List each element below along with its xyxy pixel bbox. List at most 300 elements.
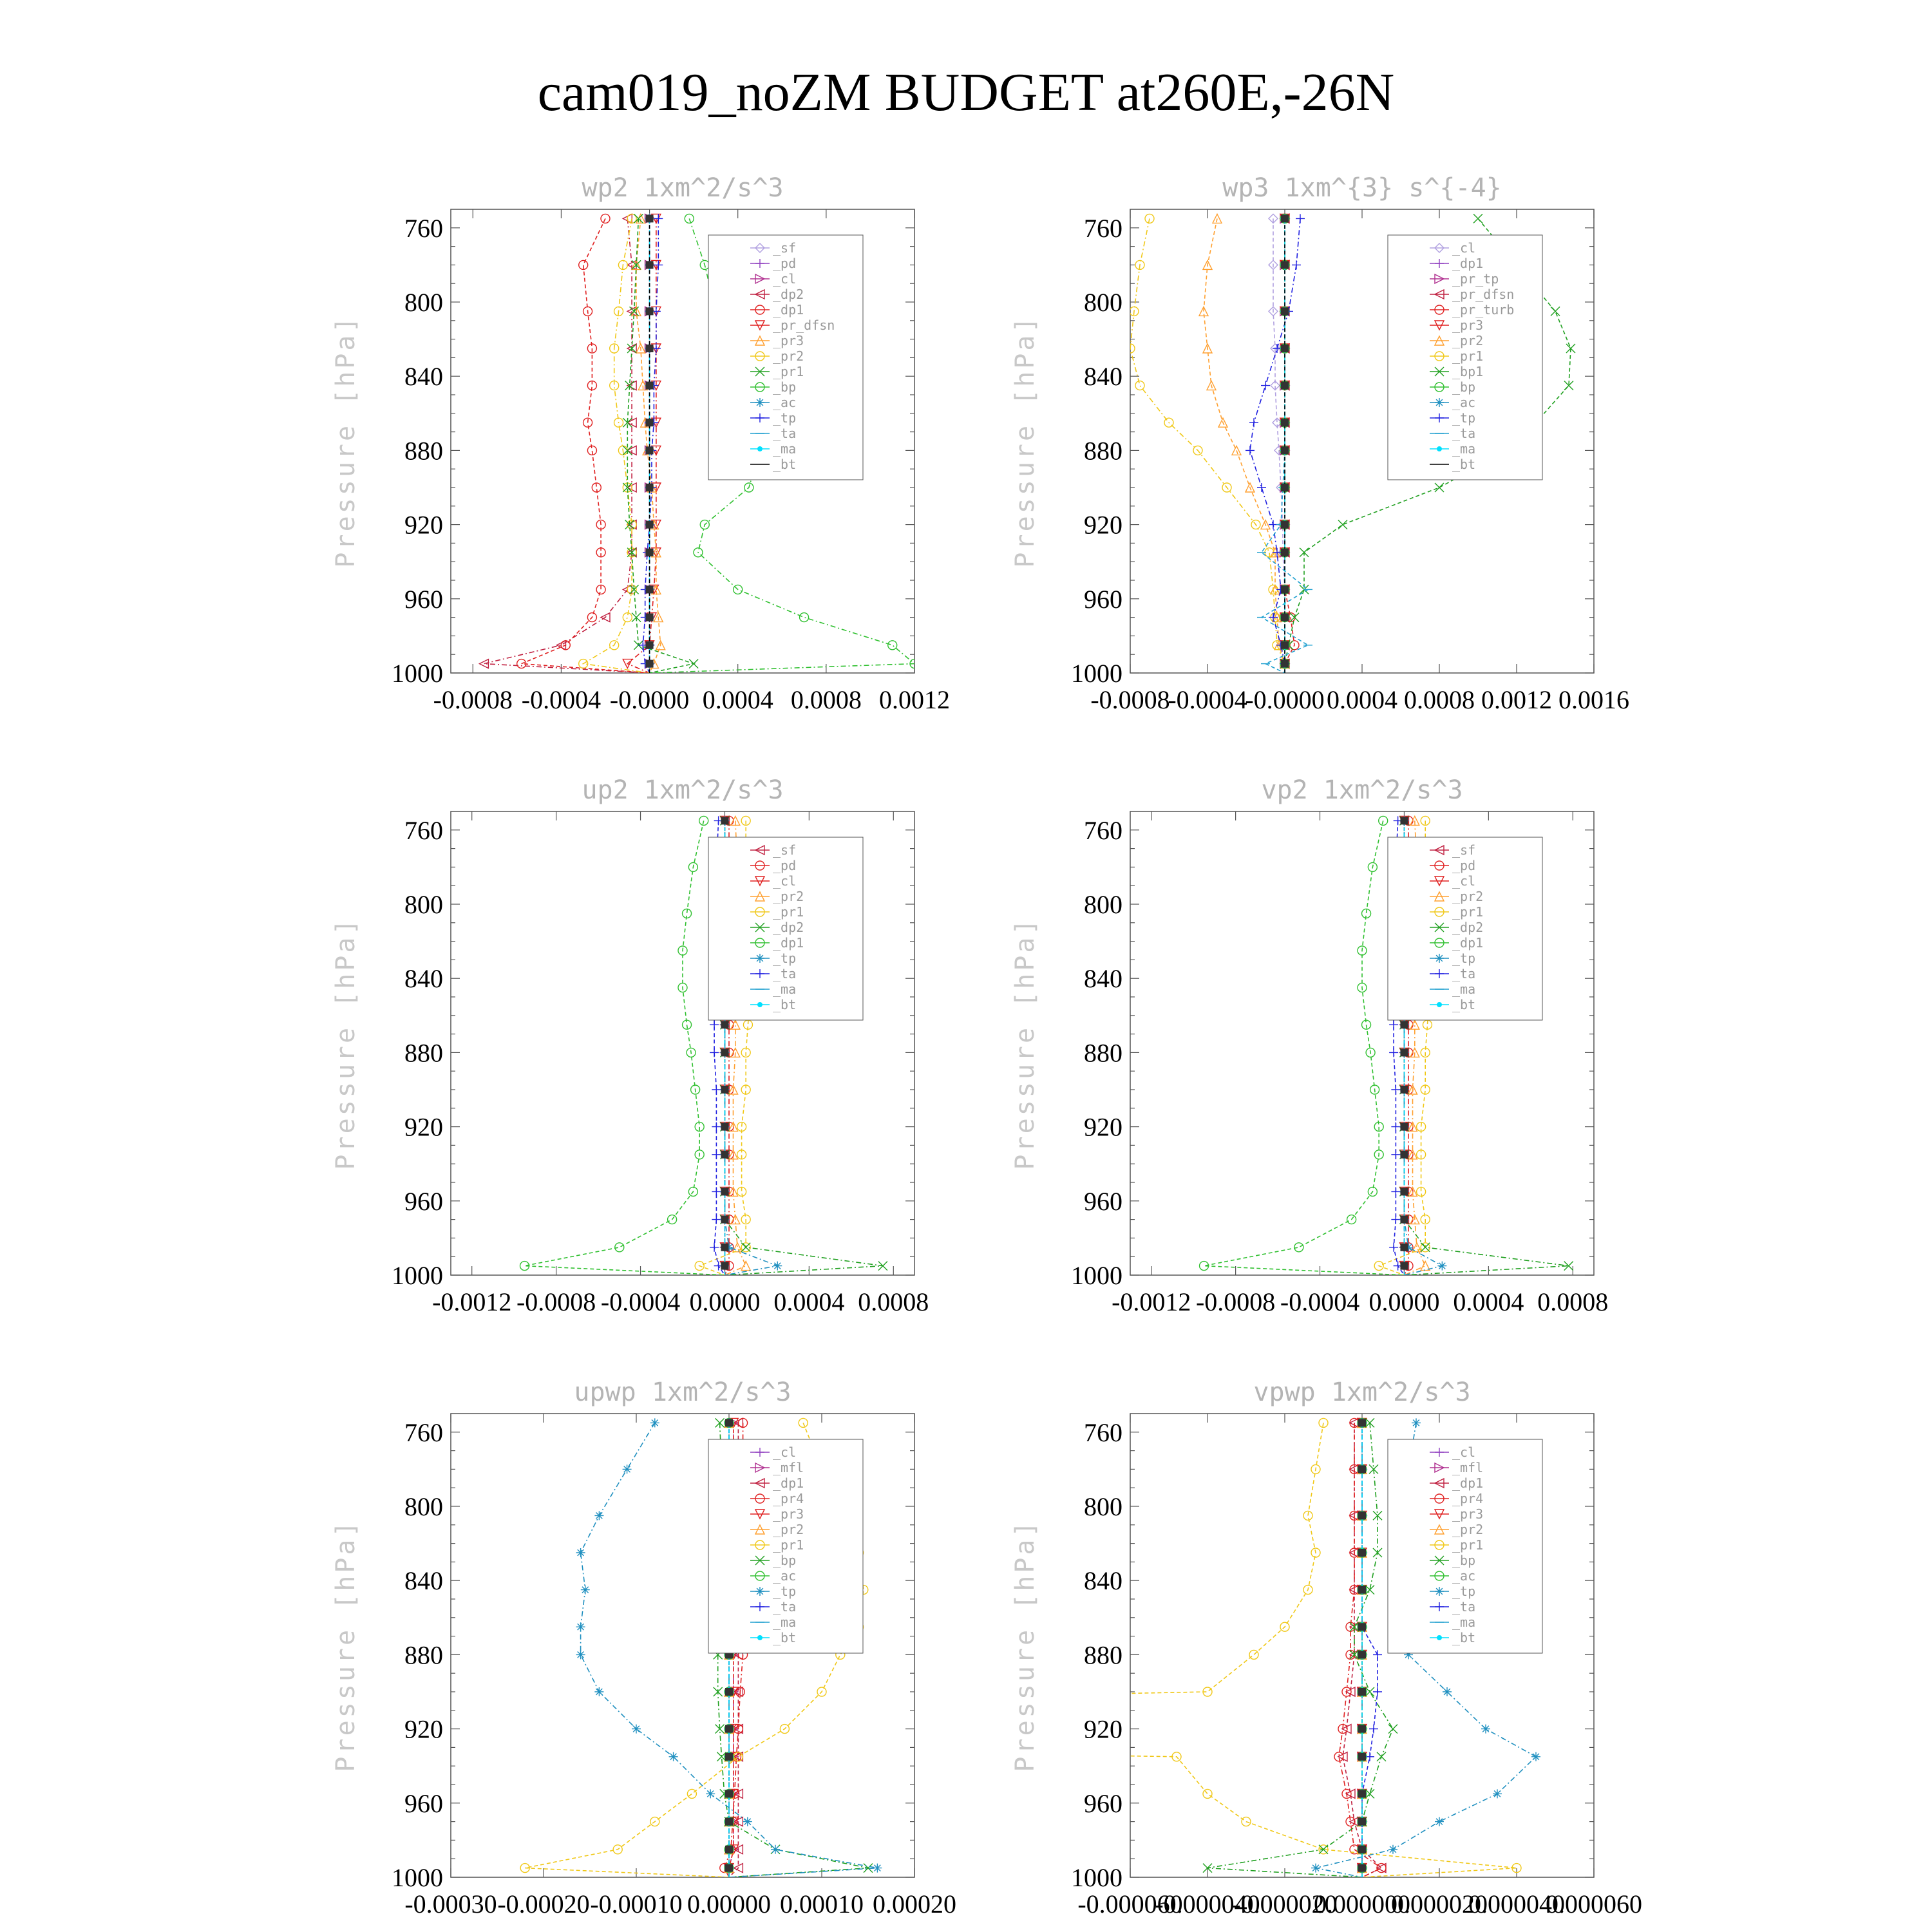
legend-label: _cl <box>1452 873 1476 889</box>
x-tick-label: -0.00030 <box>404 1889 497 1918</box>
data-point <box>1373 1687 1382 1696</box>
data-point <box>601 214 610 223</box>
data-point <box>712 1215 721 1224</box>
legend-label: _pr1 <box>1452 1537 1484 1553</box>
y-tick-label: 840 <box>1084 1566 1122 1596</box>
series-line <box>1130 218 1285 673</box>
legend <box>1388 1439 1542 1653</box>
data-point <box>721 1048 728 1056</box>
data-point <box>1481 1725 1490 1734</box>
x-tick-label: -0.000040 <box>1155 1889 1260 1918</box>
legend-label: _ma <box>773 1615 797 1630</box>
data-point <box>725 1419 733 1426</box>
data-point <box>1369 1725 1378 1734</box>
y-tick-label: 960 <box>404 1788 443 1818</box>
legend-label: _sf <box>1452 842 1476 858</box>
x-tick-label: 0.0004 <box>1327 685 1397 714</box>
x-tick-label: 0.000020 <box>1391 1889 1488 1918</box>
data-point <box>646 585 654 593</box>
y-tick-label: 920 <box>404 1112 443 1142</box>
data-point <box>581 1586 590 1595</box>
y-tick-label: 1000 <box>1071 1863 1122 1892</box>
legend <box>708 1439 863 1653</box>
legend-label: _dp1 <box>773 935 804 951</box>
data-point <box>725 1818 733 1826</box>
data-point <box>646 614 654 621</box>
data-point <box>710 1020 719 1029</box>
y-tick-label: 960 <box>1084 1186 1122 1216</box>
data-point <box>1400 1123 1408 1131</box>
data-point <box>1319 1418 1328 1427</box>
data-point <box>1249 418 1258 427</box>
legend-label: _pr3 <box>773 333 804 348</box>
legend-label: _pd <box>773 858 797 873</box>
data-point <box>1388 1845 1397 1854</box>
y-tick-label: 920 <box>404 510 443 540</box>
legend-label: _bt <box>773 997 797 1012</box>
data-point <box>1281 614 1289 621</box>
data-point <box>1281 307 1289 315</box>
data-point <box>1249 1650 1258 1659</box>
data-point <box>1358 1688 1366 1696</box>
data-point <box>1377 1752 1386 1761</box>
data-point <box>646 419 654 426</box>
legend-label: _ac <box>773 1568 797 1584</box>
legend-marker <box>1435 398 1444 407</box>
data-point <box>646 345 654 352</box>
data-point <box>1281 214 1289 222</box>
legend-label: _mfl <box>1452 1460 1484 1475</box>
y-tick-label: 760 <box>404 1417 443 1447</box>
data-point <box>1391 1187 1400 1196</box>
data-point <box>1311 1864 1320 1873</box>
data-point <box>1400 1216 1408 1224</box>
data-point <box>1358 1864 1366 1872</box>
x-tick-label: 0.0000 <box>689 1287 761 1316</box>
data-point <box>710 1048 719 1057</box>
y-tick-label: 800 <box>1084 288 1122 317</box>
data-point <box>650 1418 659 1427</box>
legend-marker <box>757 1002 762 1007</box>
x-tick-label: -0.0012 <box>432 1287 512 1316</box>
data-point <box>721 1086 728 1094</box>
legend-label: _tp <box>773 1584 797 1599</box>
legend-label: _ac <box>773 395 797 410</box>
data-point <box>699 816 708 825</box>
legend-label: _cl <box>1452 240 1476 256</box>
x-tick-label: 0.00010 <box>780 1889 864 1918</box>
legend-label: _cl <box>1452 1444 1476 1460</box>
x-tick-label: 0.000040 <box>1468 1889 1565 1918</box>
panel-title: upwp 1xm^2/s^3 <box>574 1378 791 1407</box>
legend-label: _pr_tp <box>1452 271 1499 287</box>
legend-label: _pr2 <box>1452 1522 1484 1537</box>
legend-label: _ac <box>1452 395 1476 410</box>
data-point <box>1365 1752 1374 1761</box>
data-point <box>1358 1725 1366 1733</box>
legend-label: _ta <box>1452 966 1476 981</box>
data-point <box>725 1864 733 1872</box>
data-point <box>1281 382 1289 390</box>
data-point <box>1292 260 1301 269</box>
y-tick-label: 880 <box>404 1640 443 1670</box>
y-tick-label: 880 <box>1084 1038 1122 1068</box>
legend-label: _tp <box>773 410 797 426</box>
panel-title: up2 1xm^2/s^3 <box>582 775 784 805</box>
legend-marker <box>755 1587 764 1596</box>
data-point <box>576 1622 585 1631</box>
data-point <box>615 1243 624 1252</box>
data-point <box>1412 1418 1421 1427</box>
y-tick-label: 1000 <box>392 1863 443 1892</box>
data-point <box>725 1790 733 1797</box>
y-tick-label: 960 <box>1084 1788 1122 1818</box>
data-point <box>741 1262 750 1271</box>
legend-marker <box>757 446 762 451</box>
legend-label: _bt <box>1452 997 1476 1012</box>
data-point <box>1358 1549 1366 1557</box>
legend-label: _tp <box>1452 410 1476 426</box>
x-tick-label: 0.0012 <box>879 685 950 714</box>
legend-marker <box>1435 954 1444 963</box>
legend-label: _ta <box>773 1599 797 1615</box>
data-point <box>646 641 654 649</box>
y-tick-label: 760 <box>404 815 443 845</box>
data-point <box>1281 585 1289 593</box>
chart-panel-vpwp <box>1010 1368 1716 1932</box>
data-point <box>1213 214 1222 223</box>
y-axis-label: Pressure [hPa] <box>331 1519 361 1772</box>
data-point <box>888 641 897 650</box>
x-tick-label: -0.0012 <box>1112 1287 1191 1316</box>
legend-label: _ta <box>773 966 797 981</box>
y-tick-label: 880 <box>404 436 443 466</box>
y-tick-label: 920 <box>1084 1112 1122 1142</box>
legend-label: _ac <box>1452 1568 1476 1584</box>
data-point <box>1338 520 1347 529</box>
legend-label: _cl <box>773 1444 797 1460</box>
data-point <box>721 817 728 824</box>
series-line <box>525 820 725 1275</box>
data-point <box>1281 261 1289 269</box>
data-point <box>1437 1262 1446 1271</box>
x-tick-label: -0.0008 <box>433 685 513 714</box>
data-point <box>721 1216 728 1224</box>
legend-label: _dp2 <box>773 287 804 302</box>
data-point <box>646 484 654 491</box>
legend-label: _cl <box>773 271 797 287</box>
data-point <box>646 549 654 556</box>
x-tick-label: 0.00020 <box>873 1889 956 1918</box>
x-tick-label: -0.0004 <box>1168 685 1247 714</box>
y-tick-label: 880 <box>404 1038 443 1068</box>
figure-title: cam019_noZM BUDGET at260E,-26N <box>537 62 1395 122</box>
y-tick-label: 800 <box>1084 1492 1122 1521</box>
data-point <box>1358 1511 1366 1519</box>
legend-label: _pr3 <box>1452 1506 1484 1522</box>
data-point <box>799 1418 808 1427</box>
data-point <box>1389 1020 1398 1029</box>
data-point <box>1400 1048 1408 1056</box>
x-tick-label: -0.000020 <box>1232 1889 1338 1918</box>
data-point <box>1400 1244 1408 1251</box>
data-point <box>1281 660 1289 668</box>
data-point <box>725 1725 733 1733</box>
data-point <box>1379 816 1388 825</box>
legend-label: _ta <box>1452 426 1476 441</box>
panel-title: vp2 1xm^2/s^3 <box>1261 775 1463 805</box>
legend-label: _pr1 <box>773 904 804 920</box>
data-point <box>1373 1650 1382 1659</box>
data-point <box>1358 1651 1366 1658</box>
series-line <box>522 218 650 673</box>
legend-label: _dp1 <box>1452 935 1484 951</box>
data-point <box>1257 483 1266 492</box>
y-axis-label: Pressure [hPa] <box>1010 916 1040 1170</box>
y-tick-label: 920 <box>404 1714 443 1744</box>
legend-label: _cl <box>773 873 797 889</box>
y-axis-label: Pressure [hPa] <box>331 314 361 568</box>
y-tick-label: 760 <box>1084 213 1122 243</box>
data-point <box>1551 307 1560 316</box>
x-tick-label: 0.0008 <box>858 1287 929 1316</box>
x-tick-label: 0.00000 <box>687 1889 771 1918</box>
legend-label: _pr_turb <box>1452 302 1515 317</box>
legend-label: _pr2 <box>773 348 804 364</box>
legend-label: _pr2 <box>1452 889 1484 904</box>
x-tick-label: -0.0004 <box>1280 1287 1360 1316</box>
data-point <box>1373 1548 1382 1557</box>
data-point <box>1358 1419 1366 1426</box>
data-point <box>1473 214 1482 223</box>
x-tick-label: 0.0004 <box>702 685 773 714</box>
data-point <box>1358 1790 1366 1797</box>
data-point <box>1400 1188 1408 1195</box>
data-point <box>771 1845 780 1854</box>
legend-label: _dp1 <box>773 1475 804 1491</box>
x-tick-label: 0.0004 <box>773 1287 845 1316</box>
data-point <box>1435 483 1444 492</box>
legend-label: _bp1 <box>1452 364 1484 379</box>
data-point <box>1391 1122 1400 1132</box>
y-axis-label: Pressure [hPa] <box>331 916 361 1170</box>
data-point <box>1400 1151 1408 1159</box>
x-tick-label: -0.0004 <box>521 685 601 714</box>
data-point <box>725 1846 733 1853</box>
data-point <box>594 1511 603 1520</box>
data-point <box>1531 1752 1540 1761</box>
legend-label: _pr2 <box>773 889 804 904</box>
data-point <box>1281 484 1289 491</box>
data-point <box>1400 1086 1408 1094</box>
y-tick-label: 920 <box>1084 510 1122 540</box>
legend-label: _ma <box>1452 441 1476 457</box>
data-point <box>1400 1262 1408 1270</box>
legend-label: _dp2 <box>773 920 804 935</box>
data-point <box>1391 1215 1400 1224</box>
legend-label: _bp <box>773 379 797 395</box>
legend <box>708 837 863 1020</box>
data-point <box>1389 1243 1398 1252</box>
series-line <box>1204 820 1405 1275</box>
data-point <box>873 1864 882 1873</box>
y-tick-label: 760 <box>1084 815 1122 845</box>
legend-label: _pr_dfsn <box>1452 287 1515 302</box>
y-tick-label: 960 <box>1084 584 1122 614</box>
data-point <box>721 1021 728 1028</box>
legend-label: _pr3 <box>1452 317 1484 333</box>
data-point <box>1391 1085 1400 1094</box>
y-tick-label: 840 <box>404 1566 443 1596</box>
chart-panel-upwp <box>331 1368 1037 1932</box>
legend-label: _pr_dfsn <box>773 317 835 333</box>
y-tick-label: 760 <box>1084 1417 1122 1447</box>
data-point <box>1358 1465 1366 1473</box>
chart-panel-wp3 <box>1010 164 1716 734</box>
legend-label: _pr4 <box>773 1491 804 1506</box>
legend-label: _ma <box>1452 1615 1476 1630</box>
x-tick-label: -0.0008 <box>516 1287 596 1316</box>
legend-label: _pd <box>773 256 797 271</box>
legend-label: _bt <box>1452 1630 1476 1645</box>
legend-marker <box>1437 1635 1442 1640</box>
data-point <box>646 307 654 315</box>
y-tick-label: 800 <box>404 288 443 317</box>
data-point <box>576 1650 585 1659</box>
data-point <box>1388 1725 1397 1734</box>
legend-label: _ta <box>773 426 797 441</box>
x-tick-label: -0.0008 <box>1090 685 1170 714</box>
x-tick-label: -0.00010 <box>590 1889 683 1918</box>
data-point <box>733 1243 742 1252</box>
data-point <box>1377 1864 1386 1873</box>
y-axis-label: Pressure [hPa] <box>1010 1519 1040 1772</box>
data-point <box>1281 641 1289 649</box>
y-tick-label: 1000 <box>1071 659 1122 688</box>
data-point <box>646 261 654 269</box>
legend-label: _dp2 <box>1452 920 1484 935</box>
x-tick-label: 0.000000 <box>1314 1889 1410 1918</box>
data-point <box>646 446 654 454</box>
panel-title: wp3 1xm^{3} s^{-4} <box>1222 173 1502 203</box>
data-point <box>576 1548 585 1557</box>
x-tick-label: 0.0004 <box>1453 1287 1524 1316</box>
data-point <box>1294 1243 1303 1252</box>
data-point <box>685 214 694 223</box>
data-point <box>1281 521 1289 529</box>
legend-label: _bp <box>1452 1553 1476 1568</box>
data-point <box>1245 446 1255 455</box>
legend-label: _bp <box>773 1553 797 1568</box>
legend-label: _pr1 <box>1452 904 1484 920</box>
chart-panel-vp2 <box>1010 766 1716 1336</box>
data-point <box>1281 549 1289 556</box>
x-tick-label: -0.0004 <box>600 1287 681 1316</box>
legend-label: _ma <box>773 981 797 997</box>
data-point <box>1203 1789 1212 1798</box>
panel-title: wp2 1xm^2/s^3 <box>582 173 784 203</box>
data-point <box>712 1187 721 1196</box>
x-tick-label: 0.000060 <box>1546 1889 1642 1918</box>
data-point <box>1493 1789 1502 1798</box>
legend-label: _pr1 <box>1452 348 1484 364</box>
data-point <box>1281 419 1289 426</box>
data-point <box>1281 446 1289 454</box>
legend-label: _sf <box>773 240 797 256</box>
legend-label: _pr2 <box>773 1522 804 1537</box>
x-tick-label: 0.0012 <box>1481 685 1552 714</box>
y-tick-label: 760 <box>404 213 443 243</box>
data-point <box>773 1262 782 1271</box>
data-point <box>1232 446 1241 455</box>
data-point <box>669 1752 678 1761</box>
legend-label: _sf <box>773 842 797 858</box>
data-point <box>1358 1623 1366 1631</box>
data-point <box>1300 548 1309 557</box>
legend-label: _pr4 <box>1452 1491 1484 1506</box>
data-point <box>1358 1753 1366 1761</box>
legend-label: _bt <box>773 457 797 472</box>
data-point <box>712 1122 721 1132</box>
data-point <box>1269 520 1278 529</box>
legend-label: _pr1 <box>773 364 804 379</box>
y-tick-label: 960 <box>404 584 443 614</box>
legend-marker <box>1437 446 1442 451</box>
data-point <box>712 1085 721 1094</box>
legend-label: _pr2 <box>1452 333 1484 348</box>
data-point <box>1400 1021 1408 1028</box>
x-tick-label: -0.0000 <box>1245 685 1325 714</box>
y-tick-label: 920 <box>1084 1714 1122 1744</box>
legend <box>1388 235 1542 480</box>
legend-label: _tp <box>1452 951 1476 966</box>
x-tick-label: 0.0008 <box>1537 1287 1609 1316</box>
legend-label: _tp <box>773 951 797 966</box>
legend <box>1388 837 1542 1020</box>
y-tick-label: 840 <box>1084 964 1122 994</box>
data-point <box>1135 381 1144 390</box>
legend-label: _pr3 <box>773 1506 804 1522</box>
data-point <box>721 1151 728 1159</box>
data-point <box>1443 1687 1452 1696</box>
legend-label: _ma <box>1452 981 1476 997</box>
legend-label: _dp1 <box>1452 256 1484 271</box>
legend-label: _mfl <box>773 1460 804 1475</box>
data-point <box>646 521 654 529</box>
y-tick-label: 840 <box>404 362 443 392</box>
data-point <box>1296 214 1305 223</box>
chart-panel-up2 <box>331 766 1037 1336</box>
legend-label: _dp1 <box>1452 1475 1484 1491</box>
legend-label: _bp <box>1452 379 1476 395</box>
legend-marker <box>1437 1002 1442 1007</box>
series-line <box>1250 218 1300 673</box>
panel-title: vpwp 1xm^2/s^3 <box>1253 1378 1471 1407</box>
data-point <box>632 1725 641 1734</box>
data-point <box>1389 1048 1398 1057</box>
data-point <box>1290 613 1299 622</box>
legend-marker <box>1435 1587 1444 1596</box>
legend-label: _ta <box>1452 1599 1476 1615</box>
x-tick-label: 0.0000 <box>1368 1287 1440 1316</box>
data-point <box>721 1262 728 1270</box>
data-point <box>1358 1846 1366 1853</box>
data-point <box>1261 381 1270 390</box>
data-point <box>800 613 809 622</box>
y-tick-label: 1000 <box>392 659 443 688</box>
legend-marker <box>757 1635 762 1640</box>
y-tick-label: 960 <box>404 1186 443 1216</box>
